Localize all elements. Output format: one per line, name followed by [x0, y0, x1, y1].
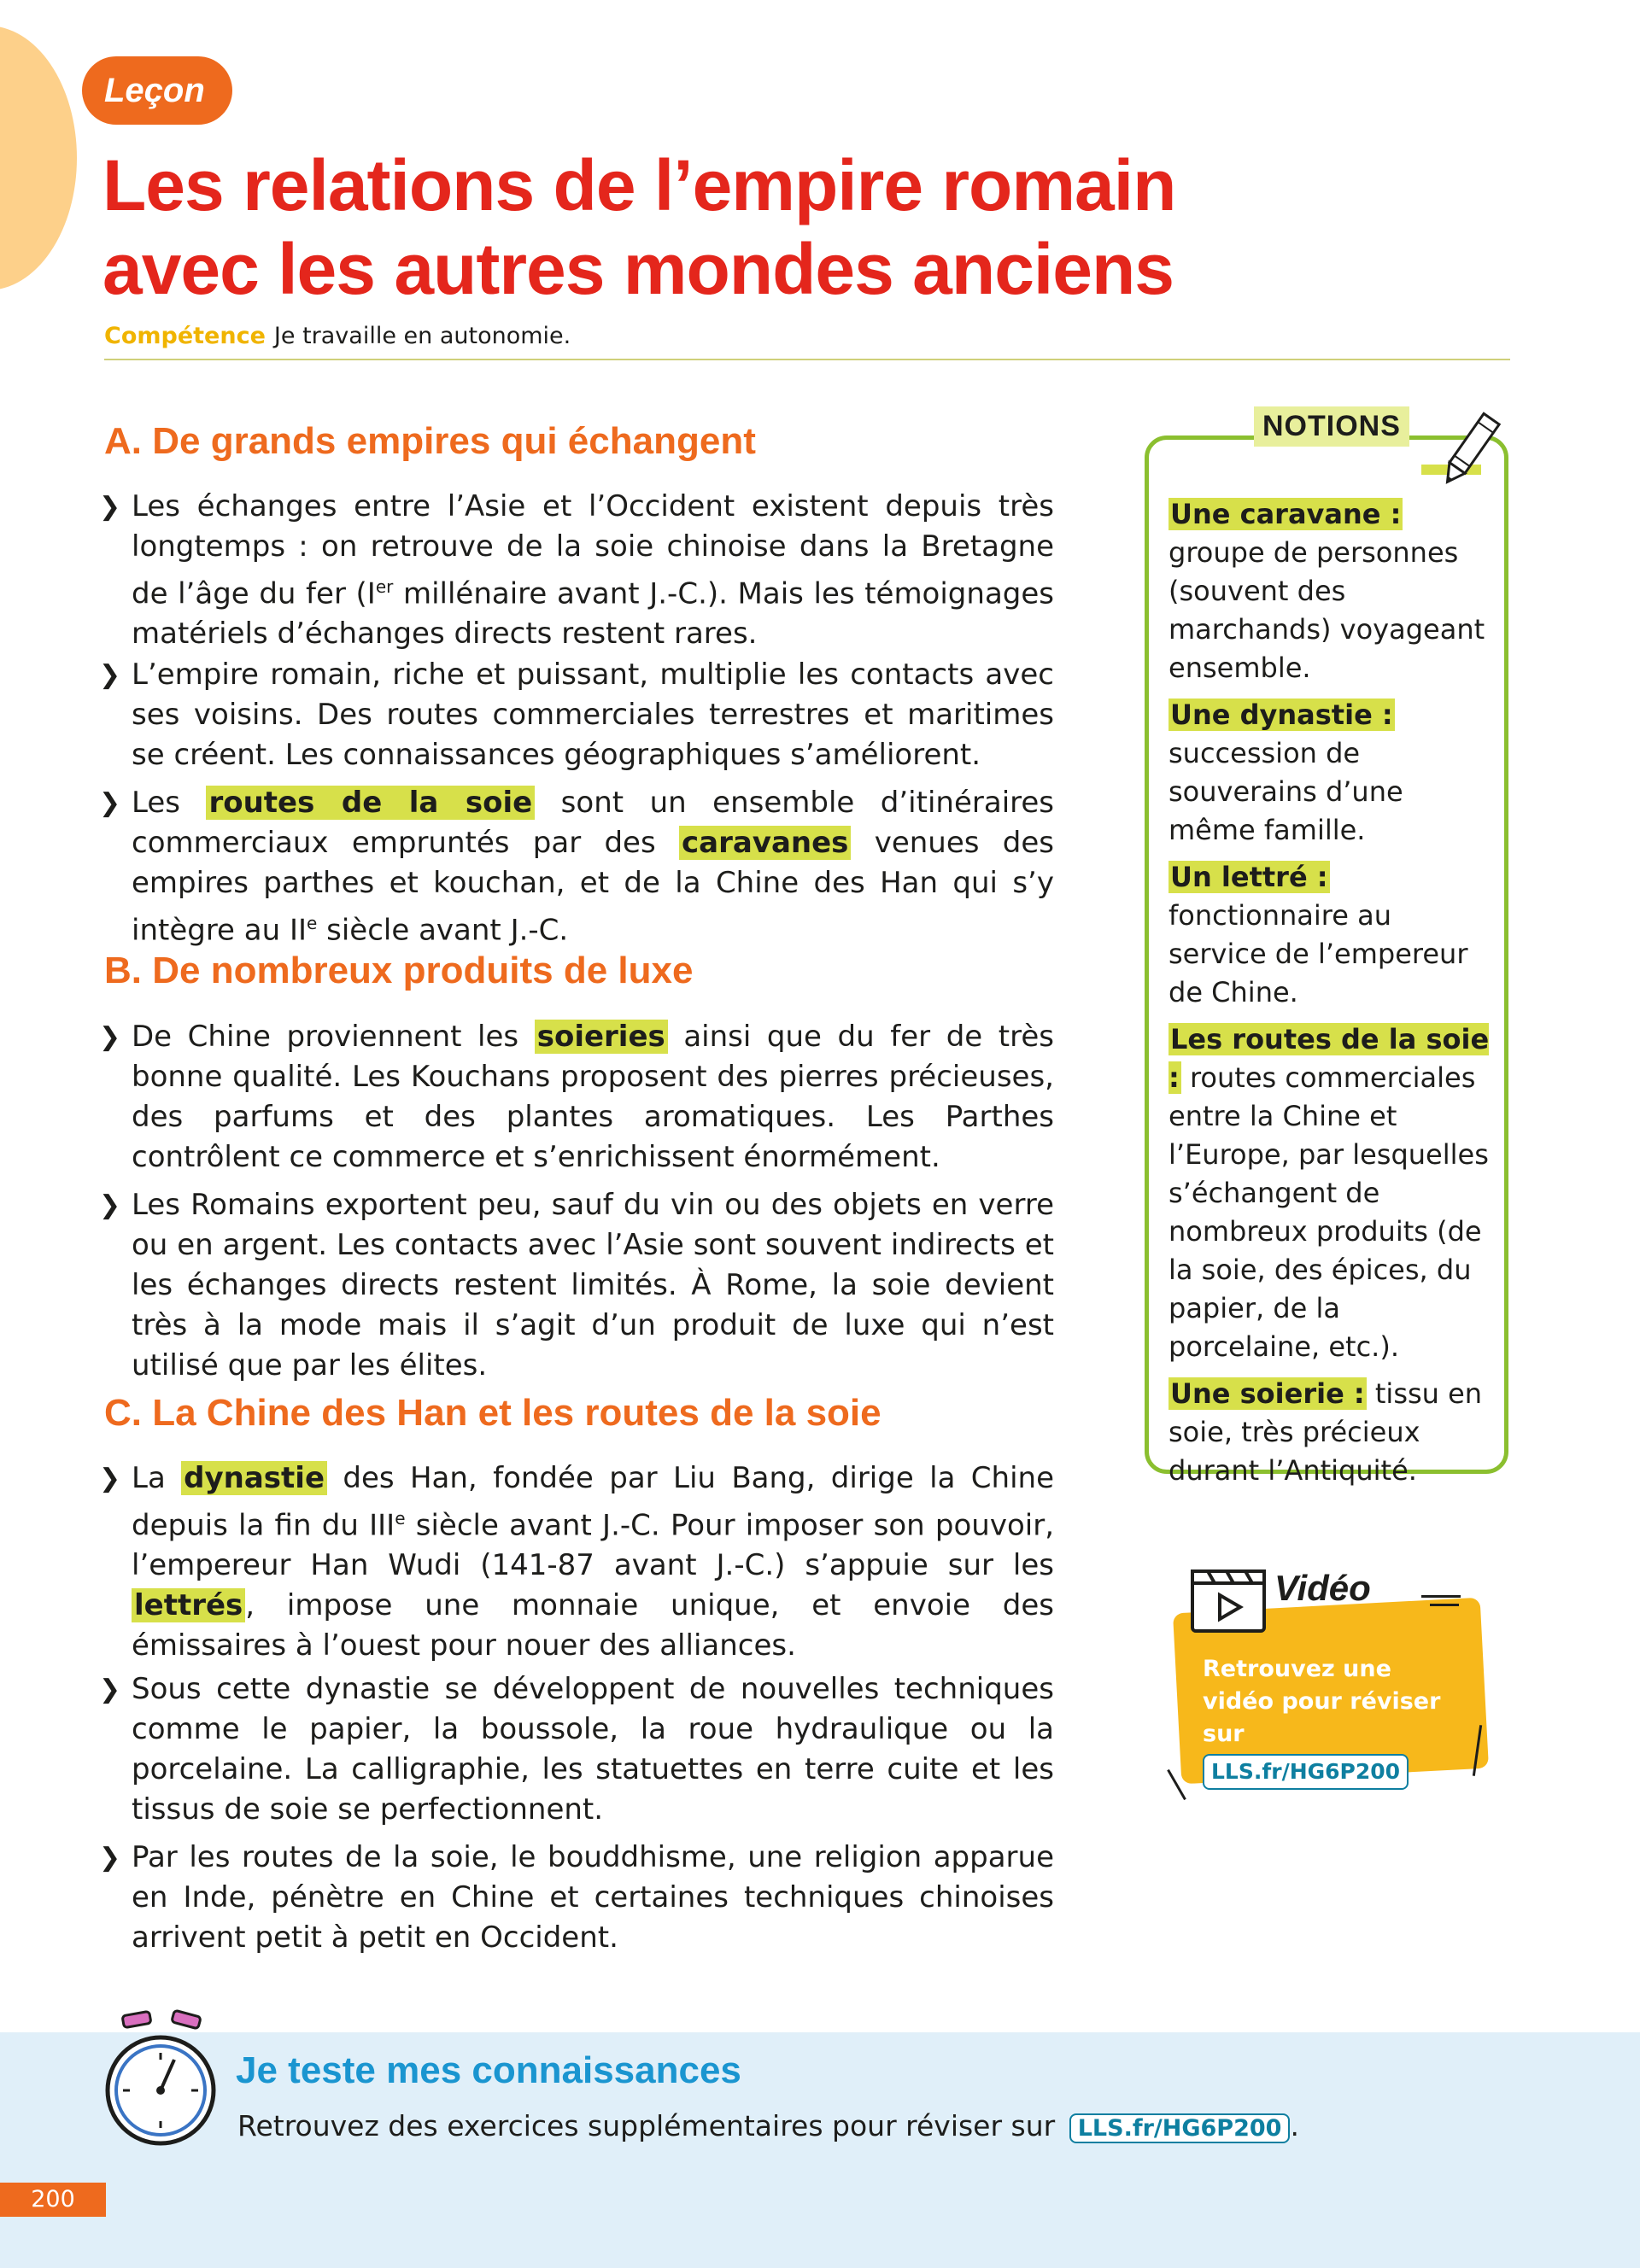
notions-list [1168, 495, 1493, 1499]
film-clapper-icon [1187, 1568, 1269, 1636]
title-line-1: Les relations de l’empire romain [102, 145, 1176, 225]
competence-text: Je travaille en autonomie. [273, 323, 571, 349]
notion-item: Les routes de la soie : routes commerciales entre la Chine et l’Europe, par lesquelles s’échangent de nombreux produits (de la soie, des épices, du papier, de la porcelaine, etc.). [1168, 1023, 1490, 1363]
section-a-paragraph-2: ❯ L’empire romain, riche et puissant, multiplie les contacts avec ses voisins. Des routes commerciales terrestres et maritimes se créent. Les connaissances géographiques s’améliorent. [132, 655, 1054, 775]
bullet-icon: ❯ [99, 492, 121, 522]
section-c-paragraph-1: ❯ La dynastie des Han, fondée par Liu Bang, dirige la Chine depuis la fin du IIIe siècle avant J.-C. Pour imposer son pouvoir, l’empereur Han Wudi (141-87 avant J.-C.) s’appuie sur les lettrés, impose une monnaie unique, et envoie des émissaires à l’ouest pour nouer des alliances. [132, 1458, 1054, 1666]
notion-term: Les routes de la soie : [1168, 1023, 1490, 1094]
competence-label: Compétence [104, 323, 266, 349]
section-a-paragraph-3: ❯ Les routes de la soie sont un ensemble d’itinéraires commerciaux empruntés par des caravanes venues des empires parthes et kouchan, et de la Chine des Han qui s’y intègre au IIe siècle avant J.-C. [132, 783, 1054, 950]
section-a-heading: A. De grands empires qui échangent [104, 420, 756, 462]
video-link[interactable]: LLS.fr/HG6P200 [1203, 1754, 1409, 1790]
section-c-paragraph-3: ❯ Par les routes de la soie, le bouddhisme, une religion apparue en Inde, pénètre en Chine et certaines techniques chinoises arrivent petit à petit en Occident. [132, 1838, 1054, 1958]
bullet-icon: ❯ [99, 788, 121, 818]
page-number: 200 [0, 2183, 106, 2217]
test-text: Retrouvez des exercices supplémentaires pour réviser sur LLS.fr/HG6P200 . [237, 2109, 1299, 2142]
competence-line [104, 323, 571, 349]
notion-term: Un lettré : [1170, 861, 1328, 893]
notion-item: Une soierie : tissu en soie, très précieux durant l’Antiquité. [1168, 1377, 1483, 1487]
divider [104, 359, 1510, 360]
bullet-icon: ❯ [99, 1843, 121, 1873]
lesson-tab: Leçon [82, 56, 232, 125]
highlight-routes-de-la-soie: routes de la soie [206, 786, 535, 820]
notion-term: Une dynastie : [1170, 699, 1393, 731]
section-a-paragraph-1: ❯ Les échanges entre l’Asie et l’Occident existent depuis très longtemps : on retrouve de la soie chinoise dans la Bretagne de l’âge du fer (Ier millénaire avant J.-C.). Mais les témoignages matériels d’échanges directs restent rares. [132, 487, 1054, 654]
bullet-icon: ❯ [99, 1464, 121, 1493]
video-label: Vidéo [1274, 1568, 1371, 1608]
bullet-icon: ❯ [99, 1675, 121, 1704]
bullet-icon: ❯ [99, 1022, 121, 1052]
video-text: Retrouvez une vidéo pour réviser sur LLS.fr/HG6P200 . [1203, 1653, 1459, 1790]
highlight-caravanes: caravanes [679, 826, 851, 860]
bullet-icon: ❯ [99, 1190, 121, 1220]
notions-title: NOTIONS [1254, 406, 1397, 456]
notion-item: Un lettré : fonctionnaire au service de l’empereur de Chine. [1168, 861, 1468, 1008]
highlight-lettres: lettrés [132, 1588, 245, 1622]
decorative-line [1421, 1595, 1461, 1598]
notion-term: Une caravane : [1170, 498, 1402, 530]
decorative-circle [0, 26, 77, 290]
test-title: Je teste mes connaissances [236, 2049, 741, 2091]
notion-item: Une dynastie : succession de souverains d’une même famille. [1168, 699, 1403, 846]
section-b-paragraph-1: ❯ De Chine proviennent les soieries ainsi que du fer de très bonne qualité. Les Kouchans proposent des pierres précieuses, des parfums et des plantes aromatiques. Les Parthes contrôlent ce commerce et s’enrichissent énormément. [132, 1017, 1054, 1178]
section-c-heading: C. La Chine des Han et les routes de la soie [104, 1392, 882, 1434]
title-line-2: avec les autres mondes anciens [102, 229, 1174, 309]
highlight-soieries: soieries [535, 1020, 668, 1054]
decorative-line [1430, 1604, 1459, 1606]
highlight-dynastie: dynastie [181, 1461, 327, 1495]
bullet-icon: ❯ [99, 660, 121, 690]
notion-item: Une caravane : groupe de personnes (souvent des marchands) voyageant ensemble. [1168, 498, 1485, 684]
pencil-icon [1421, 396, 1524, 490]
section-b-paragraph-2: ❯ Les Romains exportent peu, sauf du vin ou des objets en verre ou en argent. Les contacts avec l’Asie sont souvent indirects et les échanges directs restent limités. À Rome, la soie devient très à la mode mais il s’agit d’un produit de luxe qui n’est utilisé que par les élites. [132, 1185, 1054, 1386]
section-b-heading: B. De nombreux produits de luxe [104, 950, 694, 991]
notion-term: Une soierie : [1170, 1377, 1365, 1410]
test-link[interactable]: LLS.fr/HG6P200 [1069, 2113, 1291, 2143]
section-c-paragraph-2: ❯ Sous cette dynastie se développent de nouvelles techniques comme le papier, la boussole, la roue hydraulique ou la porcelaine. La calligraphie, les statuettes en terre cuite et les tissus de soie se perfectionnent. [132, 1669, 1054, 1830]
stopwatch-icon [101, 2007, 220, 2152]
page-title [102, 143, 1298, 311]
